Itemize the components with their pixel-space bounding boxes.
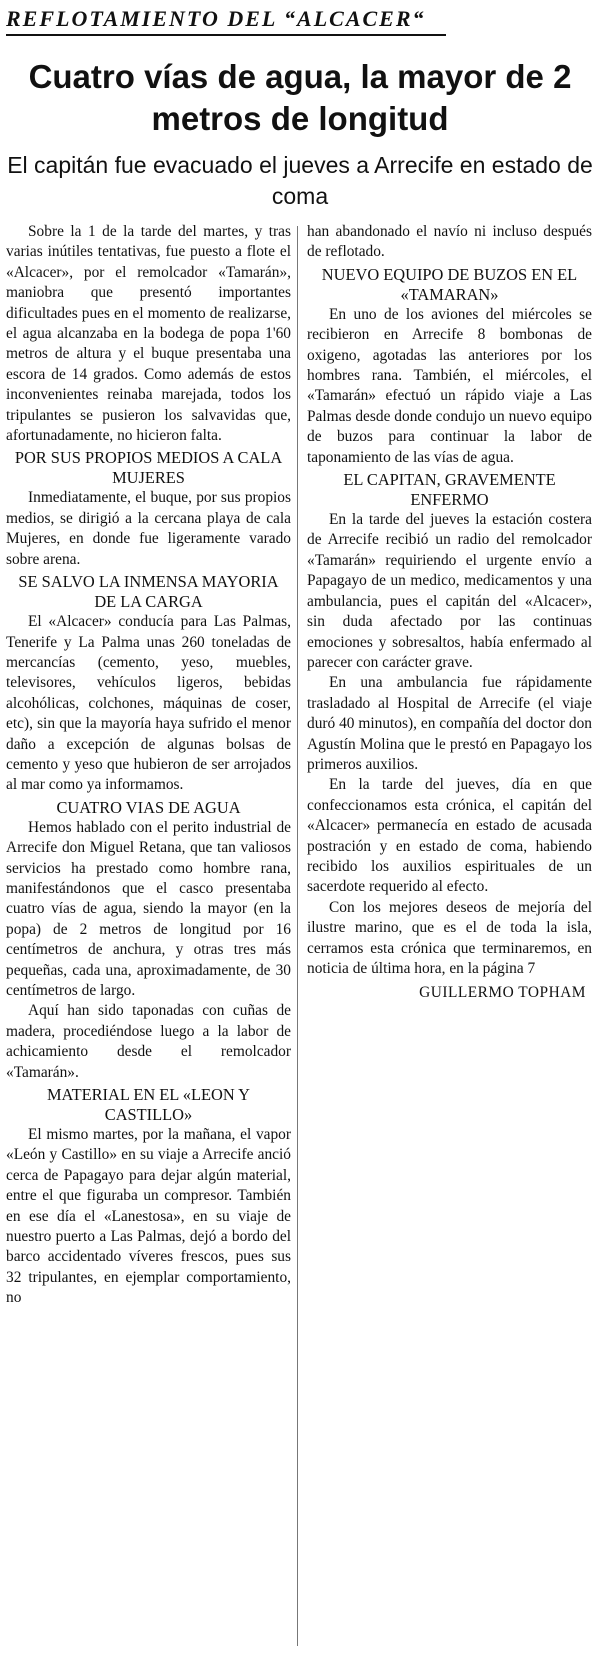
subheading: POR SUS PROPIOS MEDIOS A CALA MUJERES	[14, 448, 283, 488]
paragraph: Hemos hablado con el perito industrial de Arrecife don Miguel Retana, que tan valiosos servicios ha prestado como hombre rana, manifestándonos que el casco presentaba cuatro vías de agua, siendo la mayor (en la popa) de 2 metros de longitud por 16 centímetros de anchura, y otras tres más pequeñas, cada una, aproximadamente, de 30 centímetros de largo.	[6, 818, 291, 999]
subheading: CUATRO VIAS DE AGUA	[56, 797, 241, 817]
paragraph: En uno de los aviones del miércoles se recibieron en Arrecife 8 bombonas de oxigeno, agotadas las anteriores por los hombres rana. También, el miércoles, el «Tamarán» efectuó un rápido viaje a Las Palmas desde donde condujo un nuevo equipo de buzos para continuar la labor de taponamiento de las vías de agua.	[307, 305, 592, 466]
subheading: SE SALVO LA INMENSA MAYORIA DE LA CARGA	[18, 572, 279, 612]
paragraph: En la tarde del jueves la estación costera de Arrecife recibió un radio del remolcador «Tamarán» requiriendo el urgente envío a Papagayo de un medico, medicamentos y una ambulancia, pues el capitán del «Alcacer», sin duda afectado por las continuas emociones y sobresaltos, había enfermado al parecer con carácter grave.	[307, 511, 592, 671]
paragraph: han abandonado el navío ni incluso después de reflotado.	[307, 223, 592, 261]
subheading: MATERIAL EN EL «LEON Y CASTILLO»	[46, 1085, 251, 1125]
paragraph: En la tarde del jueves, día en que confeccionamos esta crónica, el capitán del «Alcacer» permanecía en estado de acusada postración y en estado de coma, habiendo recibido los auxilios espirituales de un sacerdote requerido al efecto.	[307, 776, 592, 896]
right-column	[307, 222, 592, 1004]
paragraph: Con los mejores deseos de mejoría del ilustre marino, que es el de toda la isla, cerramos esta crónica que terminaremos, en noticia de última hora, en la página 7	[307, 898, 592, 977]
subheading: EL CAPITAN, GRAVEMENTE ENFERMO	[343, 470, 556, 510]
byline: GUILLERMO TOPHAM	[419, 984, 586, 1002]
paragraph: El «Alcacer» conducía para Las Palmas, Tenerife y La Palma unas 260 toneladas de mercancías (cemento, yeso, muebles, televisores, vehículos ligeros, bebidas alcohólicas, colchones, máquinas de coser, etc), sin que la mayoría haya sufrido el menor daño a excepción de algunas bolsas de cemento y yeso que hubieron de ser arrojados al mar como ya informamos.	[6, 613, 291, 794]
subheadline: El capitán fue evacuado el jueves a Arrecife en estado de coma	[7, 152, 593, 209]
column-divider	[297, 226, 298, 1646]
headline: Cuatro vías de agua, la mayor de 2 metros de longitud	[28, 58, 572, 137]
paragraph: En una ambulancia fue rápidamente trasladado al Hospital de Arrecife (el viaje duró 40 minutos), en compañía del doctor don Agustín Molina que le prestó en Papagayo los primeros auxilios.	[307, 674, 592, 773]
paragraph: Inmediatamente, el buque, por sus propios medios, se dirigió a la cercana playa de cala Mujeres, en donde fue ligeramente varado sobre arena.	[6, 489, 291, 568]
subheading: NUEVO EQUIPO DE BUZOS EN EL «TAMARAN»	[321, 264, 578, 304]
paragraph: Sobre la 1 de la tarde del martes, y tras varias inútiles tentativas, fue puesto a flote el «Alcacer», por el remolcador «Tamarán», maniobra que presentó importantes dificultades pues en el momento de realizarse, el agua alcanzaba en la bodega de popa 1'60 metros de altura y el buque presentaba una escora de 14 grados. Como además de estos inconvenientes reinaba marejada, todos los tripulantes se pusieron los salvavidas que, afortunadamente, no hicieron falta.	[6, 223, 291, 445]
paragraph: Aquí han sido taponadas con cuñas de madera, procediéndose luego a la labor de achicamiento desde el remolcador «Tamarán».	[6, 1002, 291, 1081]
paragraph: El mismo martes, por la mañana, el vapor «León y Castillo» en su viaje a Arrecife anció cerca de Papagayo para dejar algún material, entre el que figuraba un compresor. También en ese día el «Lanestosa», en su viaje de nuestro puerto a Las Palmas, dejó a bordo del barco accidentado víveres frescos, pues sus 32 tripulantes, en ejemplar comportamiento, no	[6, 1126, 291, 1307]
section-kicker: REFLOTAMIENTO DEL “ALCACER“	[6, 6, 446, 36]
left-column	[6, 222, 291, 1309]
